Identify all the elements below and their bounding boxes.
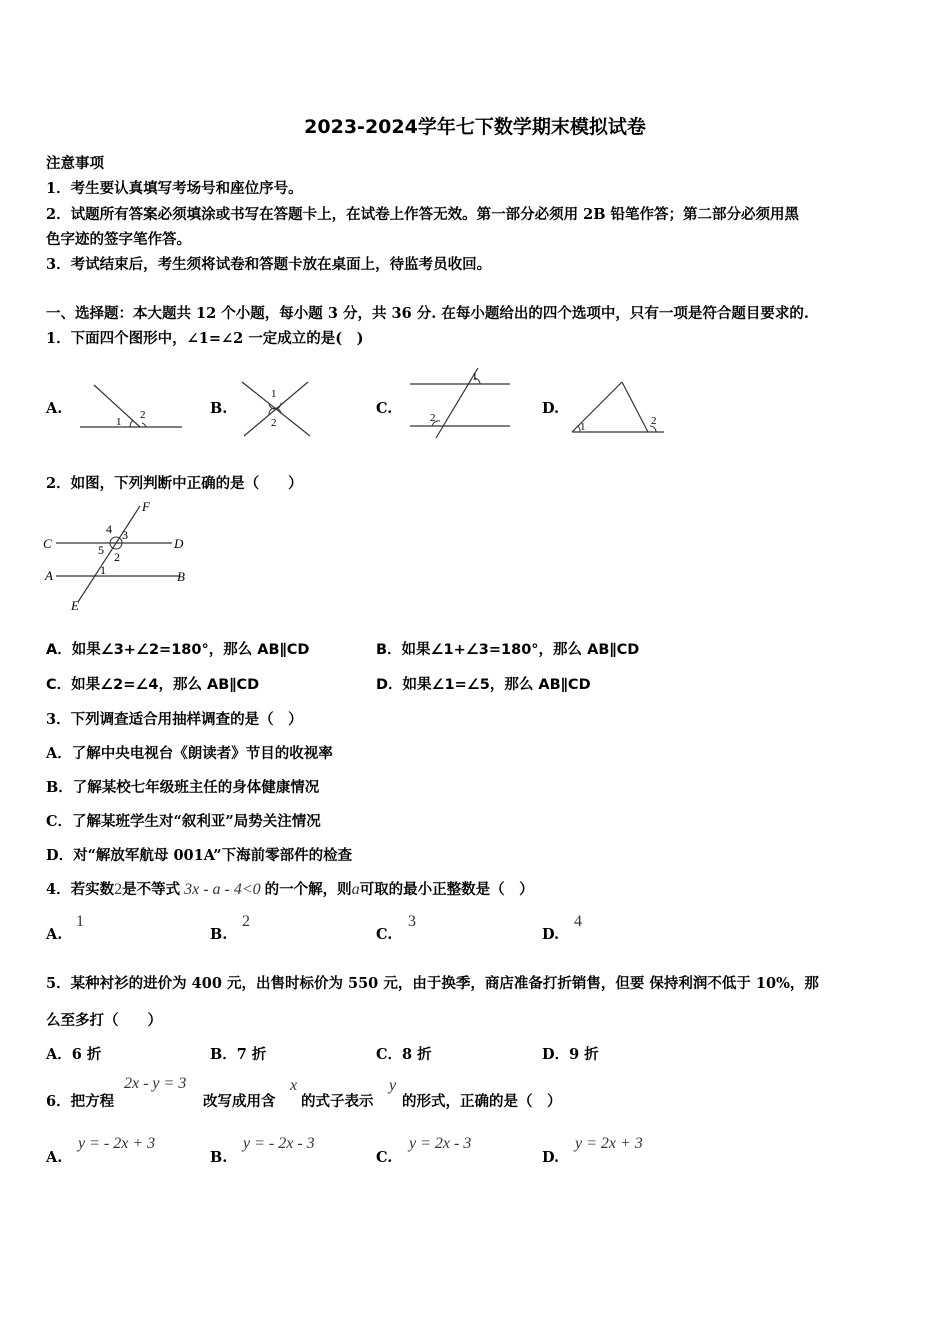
q2-label-f: F	[142, 499, 150, 514]
q2-option-c: C．如果∠2=∠4，那么 AB∥CD	[46, 677, 260, 693]
q1a-label-1: 1	[116, 416, 122, 428]
q4-option-a-label: A.	[46, 926, 63, 943]
q2-label-2: 2	[114, 550, 120, 564]
q1-figure-a	[76, 378, 186, 434]
question-5-stem-cont: 么至多打（ ）	[46, 1012, 162, 1029]
section-heading: 一、选择题：本大题共 12 个小题，每小题 3 分，共 36 分. 在每小题给出的四个选项中，只有一项是符合题目要求的.	[46, 305, 809, 322]
q6-option-c-value: y = 2x - 3	[409, 1135, 472, 1152]
notes-heading: 注意事项	[46, 155, 104, 172]
q4-option-b-value: 2	[242, 913, 250, 930]
q2-label-b: B	[177, 569, 185, 584]
q1c-label-2: 2	[430, 412, 436, 424]
q4-option-c-value: 3	[408, 913, 416, 930]
q1-option-d-label: D.	[542, 400, 560, 417]
question-4-stem: 4．若实数2是不等式 3x - a - 4<0 的一个解，则a可取的最小正整数是（ ）	[46, 881, 534, 898]
q2-option-b: B．如果∠1+∠3=180°，那么 AB∥CD	[376, 642, 640, 658]
note-item: 2．试题所有答案必须填涂或书写在答题卡上，在试卷上作答无效。第一部分必须用 2B 铅笔作答；第二部分必须用黑	[46, 206, 800, 223]
q6-option-d-label: D.	[542, 1149, 560, 1166]
q2-option-d: D．如果∠1=∠5，那么 AB∥CD	[376, 677, 591, 693]
q1-figure-b	[236, 378, 316, 440]
q5-option-d: D．9 折	[542, 1046, 599, 1063]
note-item: 色字迹的签字笔作答。	[46, 231, 191, 248]
q6-var-y: y	[389, 1077, 397, 1094]
q4-variable: a	[351, 881, 360, 898]
q6-option-a-value: y = - 2x + 3	[78, 1135, 156, 1152]
q3-option-d: D．对“解放军航母 001A”下海前零部件的检查	[46, 847, 353, 864]
q3-option-c: C．了解某班学生对“叙利亚”局势关注情况	[46, 813, 321, 830]
q6-equation: 2x - y = 3	[124, 1075, 187, 1092]
question-3-stem: 3．下列调查适合用抽样调查的是（ ）	[46, 711, 303, 728]
q6-var-x: x	[290, 1077, 298, 1094]
q1a-label-2: 2	[140, 409, 146, 421]
q2-label-3: 3	[122, 528, 128, 542]
q1-option-b-label: B.	[210, 400, 228, 417]
q2-label-a: A	[45, 568, 53, 583]
q2-label-d: D	[174, 536, 184, 551]
question-6-stem-d: 的形式，正确的是（ ）	[402, 1093, 562, 1110]
note-item: 1．考生要认真填写考场号和座位序号。	[46, 180, 303, 197]
q3-option-b: B．了解某校七年级班主任的身体健康情况	[46, 779, 320, 796]
q4-option-d-value: 4	[574, 913, 582, 930]
question-6-stem-a: 6．把方程	[46, 1093, 115, 1110]
question-5-stem: 5．某种衬衫的进价为 400 元，出售时标价为 550 元，由于换季，商店准备打折销售，但要 保持利润不低于 10%，那	[46, 975, 819, 992]
q4-option-a-value: 1	[76, 913, 84, 930]
q1b-label-2: 2	[271, 417, 277, 429]
q2-label-4: 4	[106, 522, 112, 536]
q1-option-a-label: A.	[46, 400, 63, 417]
q6-option-d-value: y = 2x + 3	[575, 1135, 643, 1152]
page-title: 2023-2024学年七下数学期末模拟试卷	[304, 116, 646, 138]
q2-label-1: 1	[100, 563, 106, 577]
q4-option-b-label: B.	[210, 926, 228, 943]
q4-number: 2	[114, 881, 123, 898]
q6-option-c-label: C.	[376, 1149, 393, 1166]
q4-option-c-label: C.	[376, 926, 393, 943]
q4-inequality: 3x - a - 4<0	[184, 881, 261, 898]
q3-option-a: A．了解中央电视台《朗读者》节目的收视率	[46, 745, 333, 762]
q5-option-b: B．7 折	[210, 1046, 267, 1063]
q2-option-a: A．如果∠3+∠2=180°，那么 AB∥CD	[46, 642, 310, 658]
question-6-stem-c: 的式子表示	[301, 1093, 374, 1110]
q4-option-d-label: D.	[542, 926, 560, 943]
note-item: 3．考试结束后，考生须将试卷和答题卡放在桌面上，待监考员收回。	[46, 256, 492, 273]
q6-option-b-label: B.	[210, 1149, 228, 1166]
q2-figure	[40, 496, 200, 616]
q1b-label-1: 1	[271, 388, 277, 400]
q2-label-5: 5	[98, 543, 104, 557]
question-2-stem: 2．如图，下列判断中正确的是（ ）	[46, 475, 303, 492]
q1c-label-1: 1	[472, 371, 478, 383]
q2-label-c: C	[43, 536, 52, 551]
q6-option-a-label: A.	[46, 1149, 63, 1166]
q1-figure-c	[406, 366, 514, 440]
q6-option-b-value: y = - 2x - 3	[243, 1135, 315, 1152]
q1-option-c-label: C.	[376, 400, 393, 417]
q1-figure-d	[568, 376, 668, 438]
question-1-stem: 1．下面四个图形中，∠1=∠2 一定成立的是( )	[46, 330, 364, 347]
q5-option-c: C．8 折	[376, 1046, 432, 1063]
q1d-label-2: 2	[651, 415, 657, 427]
q5-option-a: A．6 折	[46, 1046, 102, 1063]
question-6-stem-b: 改写成用含	[203, 1093, 276, 1110]
q2-label-e: E	[71, 598, 79, 613]
q1d-label-1: 1	[580, 421, 586, 433]
